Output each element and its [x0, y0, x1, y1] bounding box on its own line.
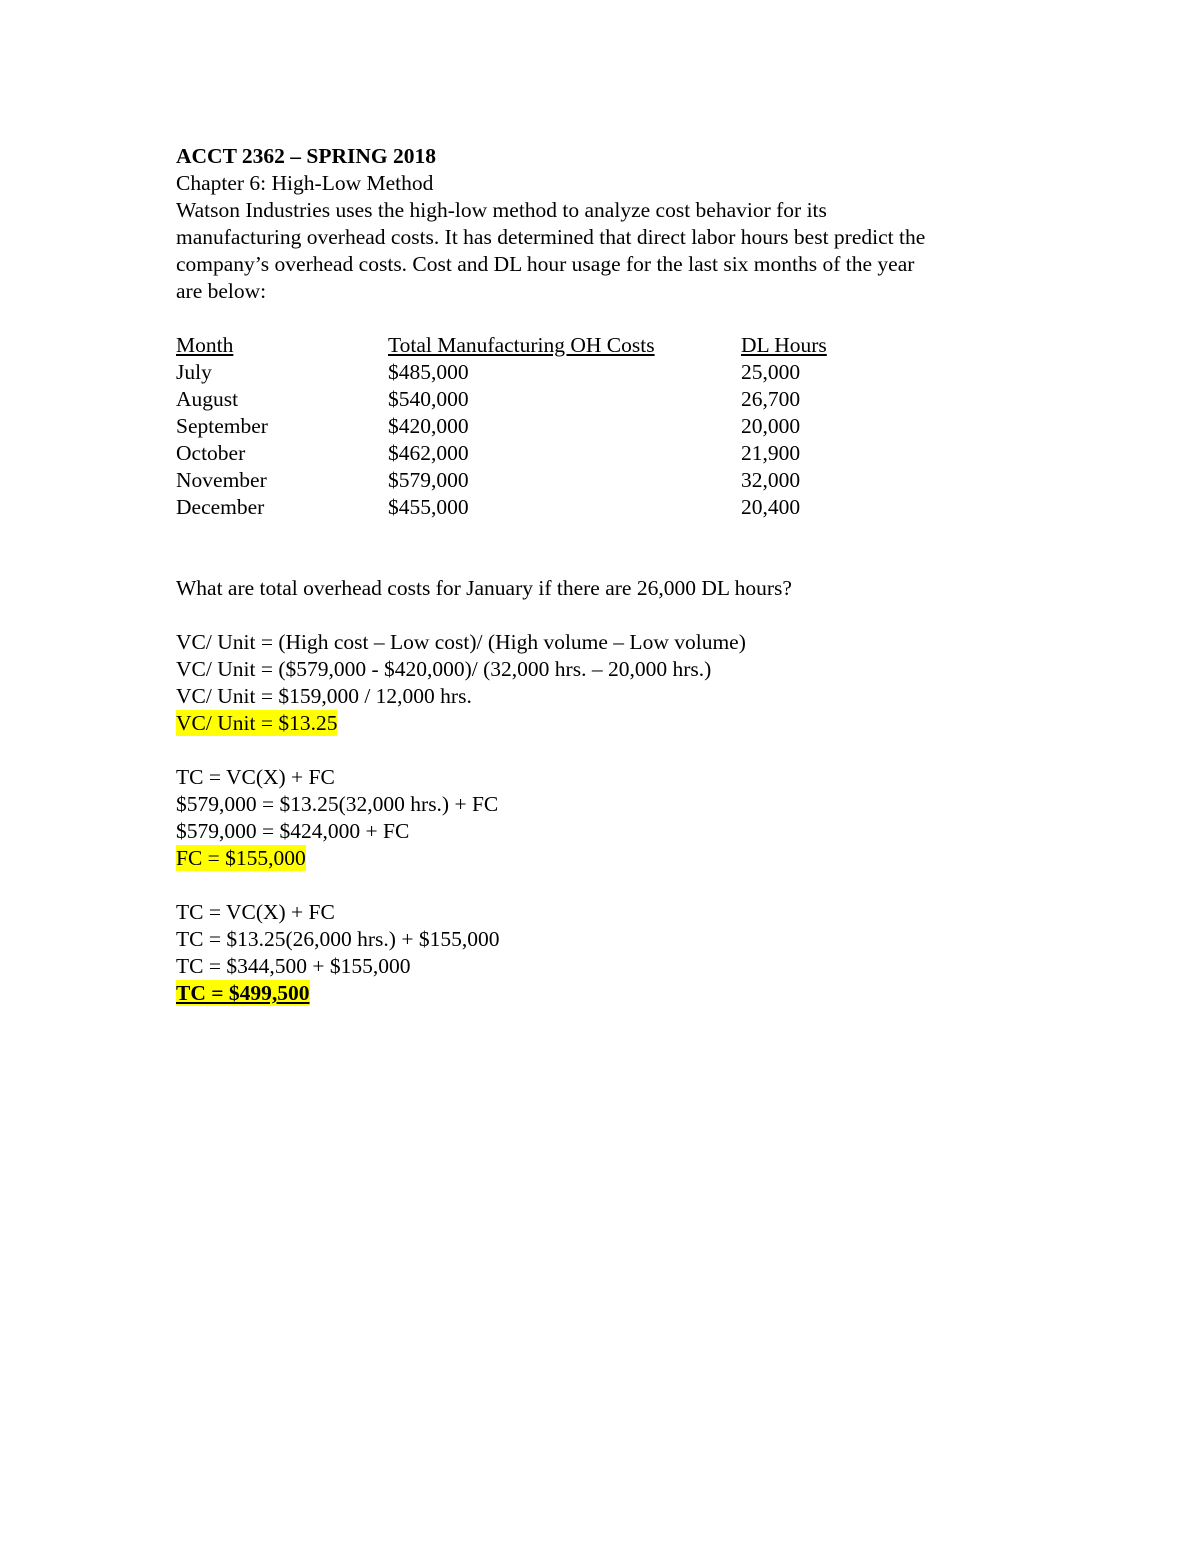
- table-header-row: [176, 332, 1036, 359]
- cell-month: August: [176, 387, 239, 411]
- fixed-cost-calculation: [176, 764, 1036, 872]
- calc-line: VC/ Unit = $159,000 / 12,000 hrs.: [176, 684, 472, 708]
- cell-cost: $462,000: [388, 441, 469, 465]
- cell-month: September: [176, 414, 268, 438]
- question-text: What are total overhead costs for January if there are 26,000 DL hours?: [176, 576, 792, 600]
- cell-hours: 32,000: [741, 468, 801, 492]
- cell-hours: 20,400: [741, 495, 801, 519]
- fc-result-highlight: FC = $155,000: [176, 846, 306, 870]
- header-month: Month: [176, 333, 234, 357]
- total-cost-calculation: [176, 899, 1036, 1007]
- cell-month: July: [176, 360, 212, 384]
- intro-line: Watson Industries uses the high-low method to analyze cost behavior for its: [176, 198, 827, 222]
- intro-paragraph: [176, 197, 1036, 305]
- calc-line: TC = $344,500 + $155,000: [176, 954, 411, 978]
- cell-month: November: [176, 468, 267, 492]
- calc-line: TC = VC(X) + FC: [176, 765, 335, 789]
- cell-cost: $579,000: [388, 468, 469, 492]
- calc-line: $579,000 = $424,000 + FC: [176, 819, 410, 843]
- table-row: [176, 413, 1036, 440]
- tc-result-highlight: TC = $499,500: [176, 981, 310, 1005]
- cell-month: October: [176, 441, 246, 465]
- data-table: [176, 332, 1036, 521]
- chapter-heading: Chapter 6: High-Low Method: [176, 171, 434, 195]
- spacer: [176, 872, 1036, 899]
- document-page: [176, 143, 1036, 1007]
- cell-hours: 26,700: [741, 387, 801, 411]
- cell-hours: 25,000: [741, 360, 801, 384]
- intro-line: company’s overhead costs. Cost and DL hour usage for the last six months of the year: [176, 252, 915, 276]
- table-row: [176, 386, 1036, 413]
- table-row: [176, 359, 1036, 386]
- header-hours: DL Hours: [741, 333, 827, 357]
- calc-line: TC = VC(X) + FC: [176, 900, 335, 924]
- spacer: [176, 305, 1036, 332]
- cell-cost: $455,000: [388, 495, 469, 519]
- cell-cost: $420,000: [388, 414, 469, 438]
- cell-month: December: [176, 495, 265, 519]
- calc-line: $579,000 = $13.25(32,000 hrs.) + FC: [176, 792, 499, 816]
- cell-cost: $485,000: [388, 360, 469, 384]
- table-row: [176, 440, 1036, 467]
- cell-cost: $540,000: [388, 387, 469, 411]
- calc-line: VC/ Unit = (High cost – Low cost)/ (High volume – Low volume): [176, 630, 746, 654]
- document-title: ACCT 2362 – SPRING 2018: [176, 144, 437, 168]
- spacer: [176, 602, 1036, 629]
- calc-line: TC = $13.25(26,000 hrs.) + $155,000: [176, 927, 500, 951]
- intro-line: are below:: [176, 279, 267, 303]
- spacer: [176, 521, 1036, 575]
- table-row: [176, 467, 1036, 494]
- spacer: [176, 737, 1036, 764]
- calc-line: VC/ Unit = ($579,000 - $420,000)/ (32,000 hrs. – 20,000 hrs.): [176, 657, 712, 681]
- table-row: [176, 494, 1036, 521]
- header-cost: Total Manufacturing OH Costs: [388, 333, 655, 357]
- vc-result-highlight: VC/ Unit = $13.25: [176, 711, 338, 735]
- intro-line: manufacturing overhead costs. It has determined that direct labor hours best predict the: [176, 225, 926, 249]
- cell-hours: 21,900: [741, 441, 801, 465]
- variable-cost-calculation: [176, 629, 1036, 737]
- cell-hours: 20,000: [741, 414, 801, 438]
